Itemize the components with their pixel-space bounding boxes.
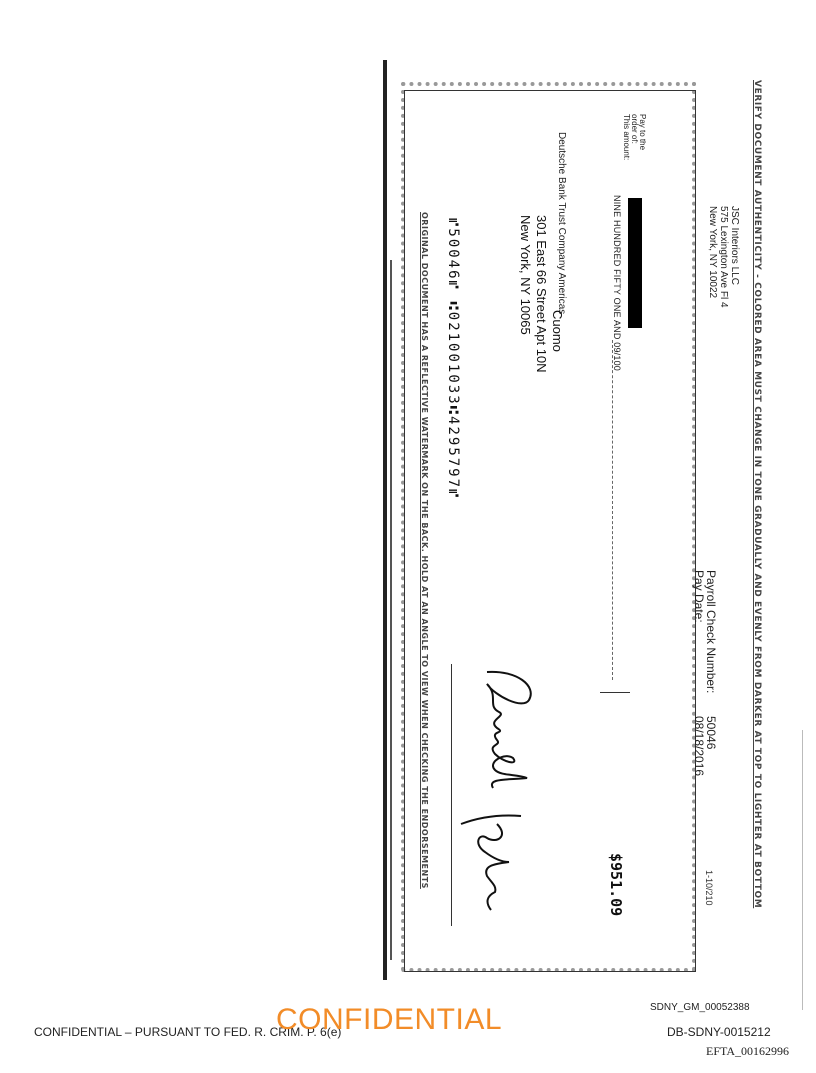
company-city: New York, NY 10022 (707, 206, 718, 299)
micr-line: ⑈50046⑈ ⑆021001033⑆4295797⑈ (445, 218, 461, 500)
payee-street: 301 East 66 Street Apt 10N (534, 215, 549, 373)
security-banner: VERIFY DOCUMENT AUTHENTICITY - COLORED AREA MUST CHANGE IN TONE GRADUALLY AND EVENLY FROM DARKER AT TOP TO LIGHTER AT BOTTOM (752, 80, 762, 909)
check-number-label: Payroll Check Number: (704, 570, 718, 694)
order-of-label: order of: (630, 114, 639, 144)
check-number: 50046 (704, 716, 718, 750)
amount-figure: $951.09 (607, 853, 625, 917)
payee-city: New York, NY 10065 (518, 215, 533, 335)
company-name: JSC Interiors LLC (729, 206, 740, 285)
amount-in-words: NINE HUNDRED FIFTY ONE AND 09/100 (612, 195, 622, 371)
redaction-bar (628, 198, 642, 328)
confidential-stamp: CONFIDENTIAL (276, 1003, 503, 1036)
check-image (396, 80, 762, 975)
scan-edge-shadow (390, 260, 392, 960)
check-meta (693, 570, 717, 776)
bates-number-sdny: SDNY_GM_00052388 (650, 1002, 750, 1013)
payroll-check (396, 80, 762, 975)
signature (452, 666, 557, 926)
pay-date: 08/18/2016 (692, 716, 706, 777)
pay-to-label: Pay to the (638, 114, 647, 151)
watermark-notice: ORIGINAL DOCUMENT HAS A REFLECTIVE WATERMARK ON THE BACK. HOLD AT AN ANGLE TO VIEW WHEN CHECKING THE ENDORSEMENTS (420, 212, 429, 889)
pay-date-label: Pay Date: (692, 570, 706, 623)
confidential-notice: CONFIDENTIAL – PURSUANT TO FED. R. CRIM. P. 6(e) (34, 1025, 342, 1039)
bates-number-db: DB-SDNY-0015212 (667, 1025, 771, 1039)
pay-labels (622, 114, 646, 160)
this-amount-label: This amount: (622, 114, 631, 161)
amount-box (600, 692, 630, 971)
bank-name: Deutsche Bank Trust Company Americas (556, 132, 567, 315)
signature-line (451, 664, 452, 926)
scan-edge (383, 60, 387, 980)
amount-dash-line (612, 340, 613, 680)
bank-fraction-code: 1-10/210 (704, 870, 714, 906)
payee-block (517, 215, 565, 373)
efta-number: EFTA_00162996 (706, 1044, 790, 1058)
company-address (707, 206, 740, 308)
payee-name: Cuomo (550, 310, 565, 352)
page-edge-line (802, 730, 803, 1010)
company-street: 575 Lexington Ave Fl 4 (718, 206, 729, 308)
